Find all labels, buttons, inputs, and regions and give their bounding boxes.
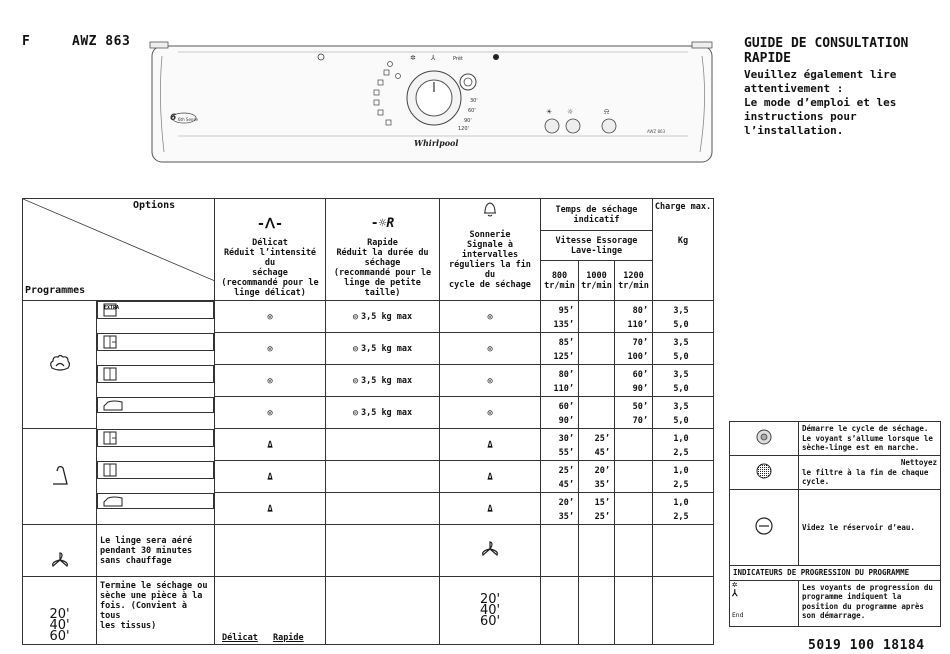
aerate-programme-icon xyxy=(23,525,97,577)
sonnerie-column-header xyxy=(440,199,541,301)
svg-text:☀: ☀ xyxy=(546,108,553,116)
charge-title: Charge max. xyxy=(654,202,712,212)
speed-1200-header: 1200 tr/min xyxy=(615,261,653,301)
rapide-desc-4: linge de petite taille) xyxy=(344,278,421,298)
water-tank-icon xyxy=(730,490,799,566)
water-tank-description: Videz le réservoir d’eau. xyxy=(799,490,941,566)
svg-text:☼: ☼ xyxy=(567,108,574,116)
rapide-column-header xyxy=(326,199,440,301)
start-button[interactable] xyxy=(460,74,476,90)
charge-column-header xyxy=(653,199,714,301)
filter-description: Nettoyez le filtre à la fin de chaque cycle. xyxy=(799,456,941,490)
cool-progress-icon: ⅄ xyxy=(732,588,738,599)
sonnerie-button[interactable] xyxy=(602,119,616,133)
control-panel-illustration xyxy=(148,40,716,166)
progress-description: Les voyants de progression du programme indiquent la position du programme après son démarrage. xyxy=(799,580,941,626)
delicat-desc-2: séchage xyxy=(252,268,288,278)
table-row: ⍙ ⍙ 20’ 35’ 15’ 25’ 1,0 2,5 xyxy=(23,493,714,525)
sixth-sense-badge: 6th Sense xyxy=(178,117,198,122)
timer-programme-icon: 20' 40' 60' xyxy=(23,577,97,645)
charge-unit: Kg xyxy=(677,236,689,246)
document-code: 5019 100 18184 xyxy=(808,638,925,653)
dial-label-90: 90' xyxy=(464,118,472,124)
svg-text:⅄: ⅄ xyxy=(431,54,436,62)
dry-progress-icon: ✲ xyxy=(732,579,738,590)
guide-sub-line-4: instructions pour l’installation. xyxy=(744,110,857,137)
sonnerie-desc-2: réguliers la fin du xyxy=(449,260,531,280)
programme-table xyxy=(22,198,714,645)
model-number: AWZ 863 xyxy=(72,34,131,49)
delicat-button[interactable] xyxy=(545,119,559,133)
sonnerie-timer-values: 20' 40' 60' xyxy=(440,577,541,645)
delicat-icon: -ᐱ- xyxy=(256,216,284,232)
guide-sub-line-2: attentivement : xyxy=(744,82,844,95)
language-code: F xyxy=(22,34,30,49)
aerate-note: Le linge sera aéré pendant 30 minutes sans chauffage xyxy=(97,525,215,577)
cotton-cupboard-plus-icon xyxy=(97,333,214,351)
table-row: ◎ ◎ 3,5 kg max ◎ 60’ 90’ 50’ 70’ 3,5 5,0 xyxy=(23,397,714,429)
cotton-programme-icon xyxy=(23,301,97,429)
delicat-desc-4: linge délicat) xyxy=(234,288,306,298)
delicat-column-header xyxy=(215,199,326,301)
spin-speed-line-2: Lave-linge xyxy=(570,245,623,256)
speed-1000-header: 1000 tr/min xyxy=(579,261,615,301)
footer-option-labels xyxy=(222,633,314,643)
delicat-desc-3: (recommandé pour le xyxy=(221,278,319,288)
delicat-desc-1: Réduit l’intensité du xyxy=(223,248,317,268)
indicator-led-icon xyxy=(493,54,499,60)
panel-model-label: AWZ 863 xyxy=(647,129,666,134)
drying-time-line-1: Temps de séchage xyxy=(555,204,638,215)
synthetic-cupboard-plus-icon xyxy=(97,429,214,447)
quick-guide-heading xyxy=(744,36,944,138)
guide-title-line-2: RAPIDE xyxy=(744,51,791,66)
synthetic-cupboard-icon xyxy=(97,461,214,479)
svg-text:✲: ✲ xyxy=(410,54,416,62)
cotton-cupboard-icon xyxy=(97,365,214,383)
guide-sub-line-1: Veuillez également lire xyxy=(744,68,897,81)
table-row: ◎ ◎ 3,5 kg max ◎ 80’ 110’ 60’ 90’ 3,5 5,0 xyxy=(23,365,714,397)
synthetic-iron-icon xyxy=(97,493,214,509)
sonnerie-desc-1: Signale à intervalles xyxy=(461,240,519,260)
rapide-desc-2: séchage xyxy=(364,258,401,268)
indicator-legend-table xyxy=(729,421,941,627)
table-row: EXTRA ◎ ◎ 3,5 kg max ◎ 95’ 135’ 80’ 110’ 3,5 5,0 xyxy=(23,301,714,333)
options-label: Options xyxy=(133,200,176,211)
programmes-label: Programmes xyxy=(25,285,86,296)
dial-label-120: 120' xyxy=(458,126,469,132)
drying-time-header xyxy=(541,199,653,231)
timer-note: Termine le séchage ou sèche une pièce à la fois. (Convient à tous les tissus) xyxy=(97,577,215,645)
rapide-desc-3: (recommandé pour le xyxy=(333,268,432,278)
dial-label-60: 60' xyxy=(468,108,476,114)
sonnerie-cotton-icon: ◎ xyxy=(440,301,541,333)
rapide-title: Rapide xyxy=(367,238,398,248)
table-row: ⍙ ⍙ 30’ 55’ 25’ 45’ 1,0 2,5 xyxy=(23,429,714,461)
end-label: End xyxy=(732,611,744,619)
delicat-title: Délicat xyxy=(252,238,288,248)
options-programmes-header xyxy=(23,199,215,301)
delicat-synthetic-icon: ⍙ xyxy=(215,429,326,461)
rapide-kg-max: ◎ 3,5 kg max xyxy=(326,301,440,333)
table-row: ◎ ◎ 3,5 kg max ◎ 85’ 125’ 70’ 100’ 3,5 5,0 xyxy=(23,333,714,365)
svg-text:6: 6 xyxy=(170,113,177,123)
sonnerie-synthetic-icon: ⍙ xyxy=(440,429,541,461)
filter-icon xyxy=(730,456,799,490)
cotton-iron-icon xyxy=(97,397,214,413)
footer-label-delicat: Délicat xyxy=(222,633,258,643)
guide-title-line-1: GUIDE DE CONSULTATION xyxy=(744,36,909,51)
delicat-cotton-icon: ◎ xyxy=(215,301,326,333)
cotton-extra-icon: EXTRA xyxy=(97,301,214,319)
synthetic-programme-icon xyxy=(23,429,97,525)
speed-800-header: 800 tr/min xyxy=(541,261,579,301)
spin-speed-line-1: Vitesse Essorage xyxy=(555,235,638,246)
rapide-icon: -☼R xyxy=(370,216,395,231)
start-button-icon xyxy=(730,422,799,456)
table-row xyxy=(23,577,714,645)
guide-sub-line-3: Le mode d’emploi et les xyxy=(744,96,897,109)
svg-text:⍾: ⍾ xyxy=(604,107,610,116)
drying-time-line-2: indicatif xyxy=(573,214,620,225)
progress-indicators-title: INDICATEURS DE PROGRESSION DU PROGRAMME xyxy=(730,566,941,581)
sonnerie-aerate-icon xyxy=(440,525,541,577)
table-row: ⍙ ⍙ 25’ 45’ 20’ 35’ 1,0 2,5 xyxy=(23,461,714,493)
bell-icon xyxy=(442,201,538,220)
table-row xyxy=(23,525,714,577)
sonnerie-desc-3: cycle de séchage xyxy=(449,280,531,290)
rapide-desc-1: Réduit la durée du xyxy=(336,248,429,258)
progress-icons xyxy=(730,580,799,626)
rapide-button[interactable] xyxy=(566,119,580,133)
spin-speed-header xyxy=(541,231,653,261)
brand-logo: Whirlpool xyxy=(414,138,459,148)
dial-label-30: 30' xyxy=(470,98,478,104)
footer-label-rapide: Rapide xyxy=(272,633,304,643)
start-description: Démarre le cycle de séchage. Le voyant s’allume lorsque le sèche-linge est en marche. xyxy=(799,422,941,456)
sonnerie-title: Sonnerie xyxy=(469,230,511,240)
dial-label-ready: Prêt xyxy=(453,56,463,62)
